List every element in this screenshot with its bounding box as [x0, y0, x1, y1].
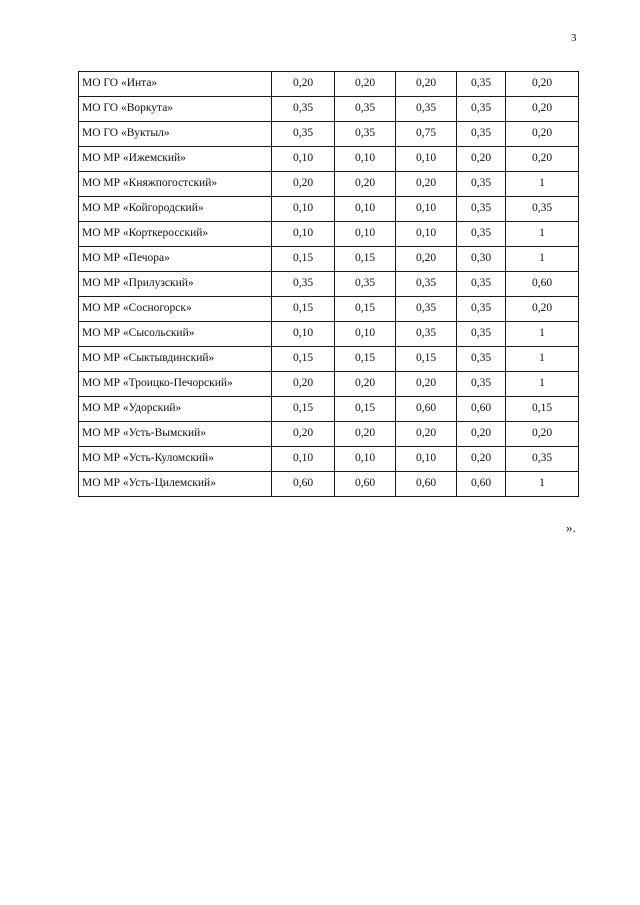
value-cell: 1 [506, 247, 579, 272]
value-cell: 0,15 [272, 297, 335, 322]
value-cell: 0,35 [457, 122, 506, 147]
value-cell: 0,20 [396, 372, 457, 397]
table-body [79, 72, 579, 497]
value-cell: 0,15 [335, 297, 396, 322]
coefficients-table [78, 71, 579, 497]
value-cell: 1 [506, 172, 579, 197]
value-cell: 0,10 [396, 447, 457, 472]
value-cell: 0,15 [335, 247, 396, 272]
value-cell: 0,35 [506, 447, 579, 472]
value-cell: 0,20 [335, 422, 396, 447]
table-row [79, 222, 579, 247]
value-cell: 0,35 [335, 97, 396, 122]
table-row [79, 347, 579, 372]
value-cell: 0,20 [272, 422, 335, 447]
table-row [79, 322, 579, 347]
value-cell: 0,10 [335, 447, 396, 472]
value-cell: 0,20 [457, 147, 506, 172]
value-cell: 0,60 [396, 397, 457, 422]
table-row [79, 147, 579, 172]
table-row [79, 172, 579, 197]
value-cell: 0,15 [272, 247, 335, 272]
value-cell: 0,20 [506, 97, 579, 122]
table-row [79, 422, 579, 447]
value-cell: 0,35 [272, 122, 335, 147]
value-cell: 0,35 [335, 272, 396, 297]
value-cell: 0,60 [396, 472, 457, 497]
municipality-name-cell: МО МР «Сыктывдинский» [79, 347, 272, 372]
value-cell: 0,20 [396, 422, 457, 447]
value-cell: 1 [506, 222, 579, 247]
value-cell: 0,20 [506, 147, 579, 172]
municipality-name-cell: МО МР «Удорский» [79, 397, 272, 422]
municipality-name-cell: МО МР «Прилузский» [79, 272, 272, 297]
value-cell: 0,20 [457, 422, 506, 447]
value-cell: 0,20 [506, 297, 579, 322]
value-cell: 0,15 [272, 347, 335, 372]
value-cell: 1 [506, 372, 579, 397]
table-row [79, 272, 579, 297]
value-cell: 0,10 [272, 147, 335, 172]
value-cell: 0,10 [396, 222, 457, 247]
value-cell: 0,15 [335, 397, 396, 422]
value-cell: 0,35 [457, 297, 506, 322]
value-cell: 0,30 [457, 247, 506, 272]
municipality-name-cell: МО МР «Усть-Цилемский» [79, 472, 272, 497]
value-cell: 0,20 [335, 172, 396, 197]
municipality-name-cell: МО МР «Троицко-Печорский» [79, 372, 272, 397]
value-cell: 0,20 [457, 447, 506, 472]
value-cell: 0,10 [335, 197, 396, 222]
value-cell: 0,35 [457, 172, 506, 197]
table-row [79, 97, 579, 122]
value-cell: 0,20 [396, 247, 457, 272]
municipality-name-cell: МО МР «Княжпогостский» [79, 172, 272, 197]
municipality-name-cell: МО МР «Усть-Куломский» [79, 447, 272, 472]
value-cell: 0,10 [272, 447, 335, 472]
table-row [79, 472, 579, 497]
value-cell: 0,10 [335, 222, 396, 247]
value-cell: 0,10 [272, 222, 335, 247]
value-cell: 0,10 [272, 322, 335, 347]
municipality-name-cell: МО МР «Койгородский» [79, 197, 272, 222]
value-cell: 0,20 [396, 172, 457, 197]
table-row [79, 372, 579, 397]
municipality-name-cell: МО МР «Корткеросский» [79, 222, 272, 247]
table-row [79, 197, 579, 222]
value-cell: 0,20 [335, 372, 396, 397]
value-cell: 0,35 [272, 97, 335, 122]
municipality-name-cell: МО МР «Печора» [79, 247, 272, 272]
value-cell: 0,75 [396, 122, 457, 147]
value-cell: 0,10 [396, 147, 457, 172]
value-cell: 0,15 [506, 397, 579, 422]
value-cell: 0,35 [335, 122, 396, 147]
value-cell: 1 [506, 472, 579, 497]
value-cell: 0,60 [272, 472, 335, 497]
value-cell: 0,35 [396, 97, 457, 122]
value-cell: 0,20 [396, 72, 457, 97]
municipality-name-cell: МО МР «Ижемский» [79, 147, 272, 172]
table-row [79, 72, 579, 97]
value-cell: 1 [506, 347, 579, 372]
value-cell: 0,35 [457, 322, 506, 347]
value-cell: 0,35 [396, 322, 457, 347]
value-cell: 0,60 [506, 272, 579, 297]
value-cell: 0,15 [396, 347, 457, 372]
value-cell: 0,35 [457, 72, 506, 97]
value-cell: 1 [506, 322, 579, 347]
municipality-name-cell: МО ГО «Воркута» [79, 97, 272, 122]
value-cell: 0,10 [335, 322, 396, 347]
value-cell: 0,20 [506, 72, 579, 97]
value-cell: 0,20 [506, 422, 579, 447]
value-cell: 0,60 [335, 472, 396, 497]
value-cell: 0,20 [335, 72, 396, 97]
value-cell: 0,20 [272, 372, 335, 397]
page-number: 3 [571, 32, 577, 44]
value-cell: 0,20 [272, 72, 335, 97]
value-cell: 0,35 [506, 197, 579, 222]
value-cell: 0,10 [272, 197, 335, 222]
value-cell: 0,60 [457, 397, 506, 422]
municipality-name-cell: МО ГО «Вуктыл» [79, 122, 272, 147]
value-cell: 0,15 [335, 347, 396, 372]
value-cell: 0,15 [272, 397, 335, 422]
closing-quote-mark: ». [566, 520, 576, 535]
table-row [79, 247, 579, 272]
municipality-name-cell: МО ГО «Инта» [79, 72, 272, 97]
value-cell: 0,35 [457, 272, 506, 297]
value-cell: 0,10 [335, 147, 396, 172]
value-cell: 0,35 [457, 222, 506, 247]
value-cell: 0,20 [272, 172, 335, 197]
table-row [79, 447, 579, 472]
value-cell: 0,35 [457, 347, 506, 372]
table-row [79, 122, 579, 147]
table-row [79, 397, 579, 422]
value-cell: 0,35 [457, 197, 506, 222]
value-cell: 0,35 [457, 97, 506, 122]
value-cell: 0,35 [457, 372, 506, 397]
municipality-name-cell: МО МР «Сосногорск» [79, 297, 272, 322]
value-cell: 0,60 [457, 472, 506, 497]
value-cell: 0,20 [506, 122, 579, 147]
table-row [79, 297, 579, 322]
municipality-name-cell: МО МР «Сысольский» [79, 322, 272, 347]
value-cell: 0,35 [396, 297, 457, 322]
value-cell: 0,10 [396, 197, 457, 222]
municipality-name-cell: МО МР «Усть-Вымский» [79, 422, 272, 447]
value-cell: 0,35 [272, 272, 335, 297]
value-cell: 0,35 [396, 272, 457, 297]
